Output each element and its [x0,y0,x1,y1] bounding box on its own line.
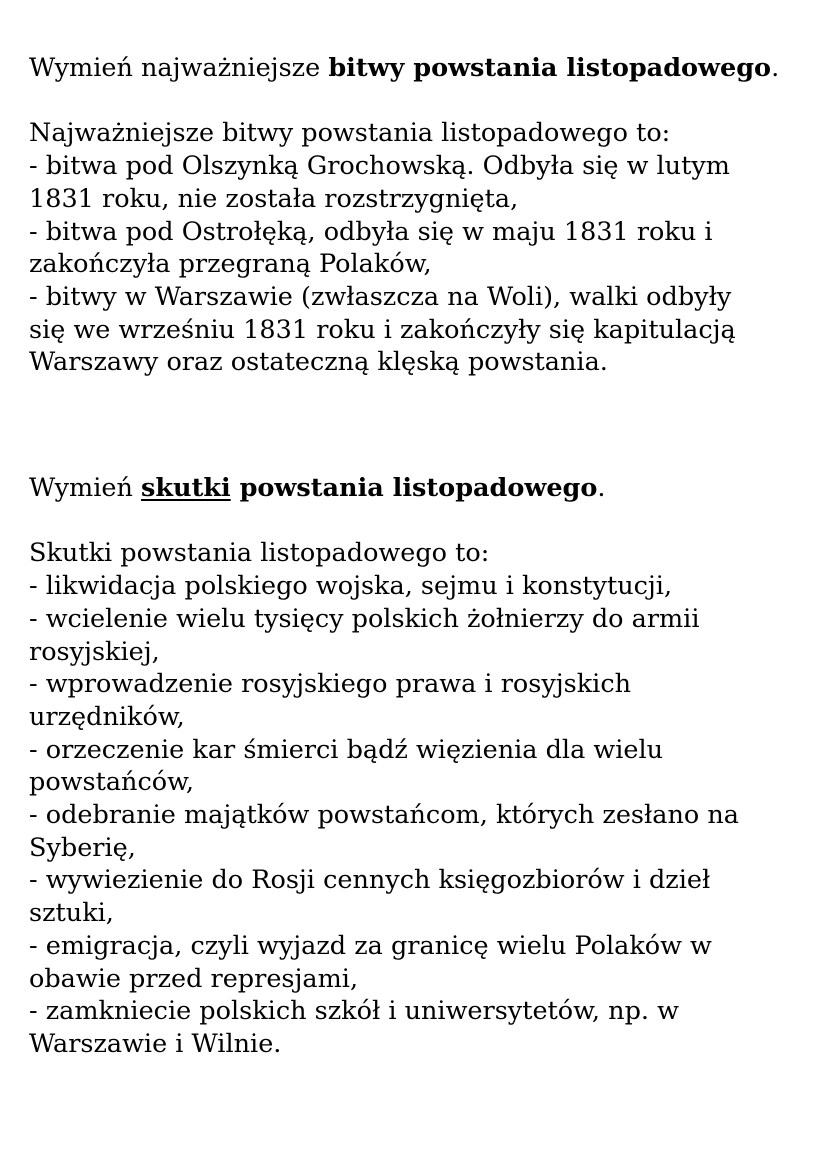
question-battles-suffix: . [771,53,780,83]
answer-effects [29,537,819,1060]
question-battles-prefix: Wymień najważniejsze [29,53,329,83]
question-effects-bold: powstania listopadowego [230,473,598,504]
answer-effects-line: sztuki, [29,898,114,929]
question-effects-keyword: skutki [141,473,231,504]
question-effects-prefix: Wymień [29,473,142,504]
answer-battles-line: - bitwy w Warszawie (zwłaszcza na Woli), walki odbyły [29,281,732,312]
answer-battles [29,117,819,379]
answer-battles-line: zakończyła przegraną Polaków, [29,249,432,280]
answer-effects-line: powstańców, [29,767,195,798]
answer-effects-line: - wcielenie wielu tysięcy polskich żołnierzy do armii [29,603,700,634]
answer-battles-line: - bitwa pod Ostrołęką, odbyła się w maju 1831 roku i [29,216,713,247]
answer-effects-line: - zamkniecie polskich szkół i uniwersytetów, np. w [29,996,679,1027]
answer-effects-line: rosyjskiej, [29,636,160,667]
answer-battles-line: się we wrześniu 1831 roku i zakończyły się kapitulacją [29,314,736,345]
answer-effects-intro: Skutki powstania listopadowego to: [29,538,490,569]
answer-battles-line: Warszawy oraz ostateczną klęską powstania. [29,347,608,378]
answer-effects-line: obawie przed represjami, [29,963,359,994]
answer-battles-intro: Najważniejsze bitwy powstania listopadowego to: [29,118,671,149]
answer-battles-line: - bitwa pod Olszynką Grochowską. Odbyła się w lutym [29,151,730,182]
answer-effects-line: - wprowadzenie rosyjskiego prawa i rosyjskich [29,669,632,700]
answer-effects-line: urzędników, [29,701,185,732]
answer-battles-line: 1831 roku, nie została rozstrzygnięta, [29,183,519,214]
answer-effects-line: - odebranie majątków powstańcom, których zesłano na [29,800,739,831]
document-page [29,52,819,1061]
answer-effects-line: Warszawie i Wilnie. [29,1028,282,1059]
question-battles-bold: bitwy powstania listopadowego [328,53,772,83]
question-battles [29,52,819,85]
question-effects-suffix: . [597,473,606,504]
question-effects [29,472,819,505]
answer-effects-line: - orzeczenie kar śmierci bądź więzienia dla wielu [29,734,664,765]
answer-effects-line: - emigracja, czyli wyjazd za granicę wielu Polaków w [29,930,712,961]
answer-effects-line: Syberię, [29,832,136,863]
answer-effects-line: - wywiezienie do Rosji cennych księgozbiorów i dzieł [29,865,711,896]
answer-effects-line: - likwidacja polskiego wojska, sejmu i konstytucji, [29,571,673,602]
